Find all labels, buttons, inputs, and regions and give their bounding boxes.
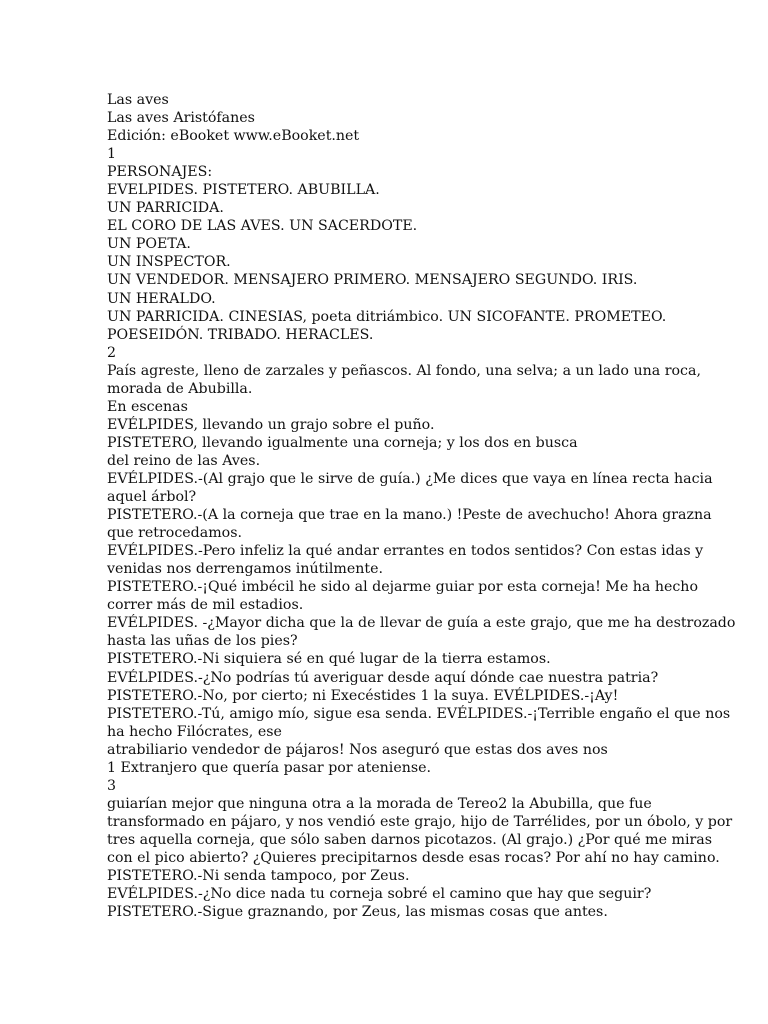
text-line: ha hecho Filócrates, ese <box>107 723 282 740</box>
text-line: 1 Extranjero que quería pasar por ateniense. <box>107 759 432 776</box>
text-line: País agreste, lleno de zarzales y peñascos. Al fondo, una selva; a un lado una roca, <box>107 362 701 379</box>
text-line: EVÉLPIDES. -¿Mayor dicha que la de llevar de guía a este grajo, que me ha destrozado <box>107 615 736 632</box>
text-line: del reino de las Aves. <box>107 452 261 469</box>
text-line: En escenas <box>107 398 188 415</box>
text-line: POESEIDÓN. TRIBADO. HERACLES. <box>107 326 374 343</box>
text-line: tres aquella corneja, que sólo saben darnos picotazos. (Al grajo.) ¿Por qué me miras <box>107 831 713 848</box>
text-line: aquel árbol? <box>107 489 197 506</box>
text-line: PISTETERO.-(A la corneja que trae en la mano.) !Peste de avechucho! Ahora grazna <box>107 507 712 524</box>
text-line: EVÉLPIDES.-¿No dice nada tu corneja sobré el camino que hay que seguir? <box>107 886 652 903</box>
text-line: EVÉLPIDES.-(Al grajo que le sirve de guía.) ¿Me dices que vaya en línea recta hacia <box>107 470 713 487</box>
text-line: EVÉLPIDES, llevando un grajo sobre el puño. <box>107 416 435 433</box>
text-line: con el pico abierto? ¿Quieres precipitarnos desde esas rocas? Por ahí no hay camino. <box>107 849 720 866</box>
text-line: EVÉLPIDES.-Pero infeliz la qué andar errantes en todos sentidos? Con estas idas y <box>107 543 704 560</box>
text-line: correr más de mil estadios. <box>107 597 304 614</box>
text-line: Las aves <box>107 92 169 108</box>
text-line: Las aves Aristófanes <box>107 110 255 127</box>
text-line: guiarían mejor que ninguna otra a la morada de Tereo2 la Abubilla, que fue <box>107 795 652 812</box>
text-line: UN INSPECTOR. <box>107 254 231 271</box>
text-line: EL CORO DE LAS AVES. UN SACERDOTE. <box>107 218 418 235</box>
text-line: UN PARRICIDA. CINESIAS, poeta ditriámbico. UN SICOFANTE. PROMETEO. <box>107 308 667 325</box>
text-line: atrabiliario vendedor de pájaros! Nos aseguró que estas dos aves nos <box>107 741 608 758</box>
text-line: PISTETERO.-Ni siquiera sé en qué lugar de la tierra estamos. <box>107 651 551 668</box>
text-line: UN POETA. <box>107 236 191 253</box>
text-line: 3 <box>107 777 117 794</box>
text-line: PISTETERO.-Tú, amigo mío, sigue esa senda. EVÉLPIDES.-¡Terrible engaño el que nos <box>107 705 731 722</box>
text-line: UN HERALDO. <box>107 290 216 307</box>
text-line: 1 <box>107 146 117 163</box>
text-line: PISTETERO, llevando igualmente una corneja; y los dos en busca <box>107 434 578 451</box>
text-line: UN PARRICIDA. <box>107 200 224 217</box>
text-line: PISTETERO.-Ni senda tampoco, por Zeus. <box>107 868 410 885</box>
text-line: UN VENDEDOR. MENSAJERO PRIMERO. MENSAJERO SEGUNDO. IRIS. <box>107 272 638 289</box>
text-line: EVÉLPIDES.-¿No podrías tú averiguar desde aquí dónde cae nuestra patria? <box>107 669 659 686</box>
text-line: PISTETERO.-No, por cierto; ni Execéstides 1 la suya. EVÉLPIDES.-¡Ay! <box>107 687 619 704</box>
text-line: venidas nos derrengamos inútilmente. <box>107 561 383 578</box>
text-line: que retrocedamos. <box>107 525 242 542</box>
text-line: morada de Abubilla. <box>107 380 253 397</box>
text-line: hasta las uñas de los pies? <box>107 633 298 650</box>
text-line: EVELPIDES. PISTETERO. ABUBILLA. <box>107 182 380 199</box>
text-line: PISTETERO.-Sigue graznando, por Zeus, las mismas cosas que antes. <box>107 904 608 921</box>
document-text <box>107 91 737 921</box>
text-line: transformado en pájaro, y nos vendió este grajo, hijo de Tarrélides, por un óbolo, y por <box>107 813 733 830</box>
text-line: PERSONAJES: <box>107 164 213 181</box>
text-line: 2 <box>107 344 117 361</box>
text-line: PISTETERO.-¡Qué imbécil he sido al dejarme guiar por esta corneja! Me ha hecho <box>107 579 698 596</box>
text-line: Edición: eBooket www.eBooket.net <box>107 128 360 145</box>
